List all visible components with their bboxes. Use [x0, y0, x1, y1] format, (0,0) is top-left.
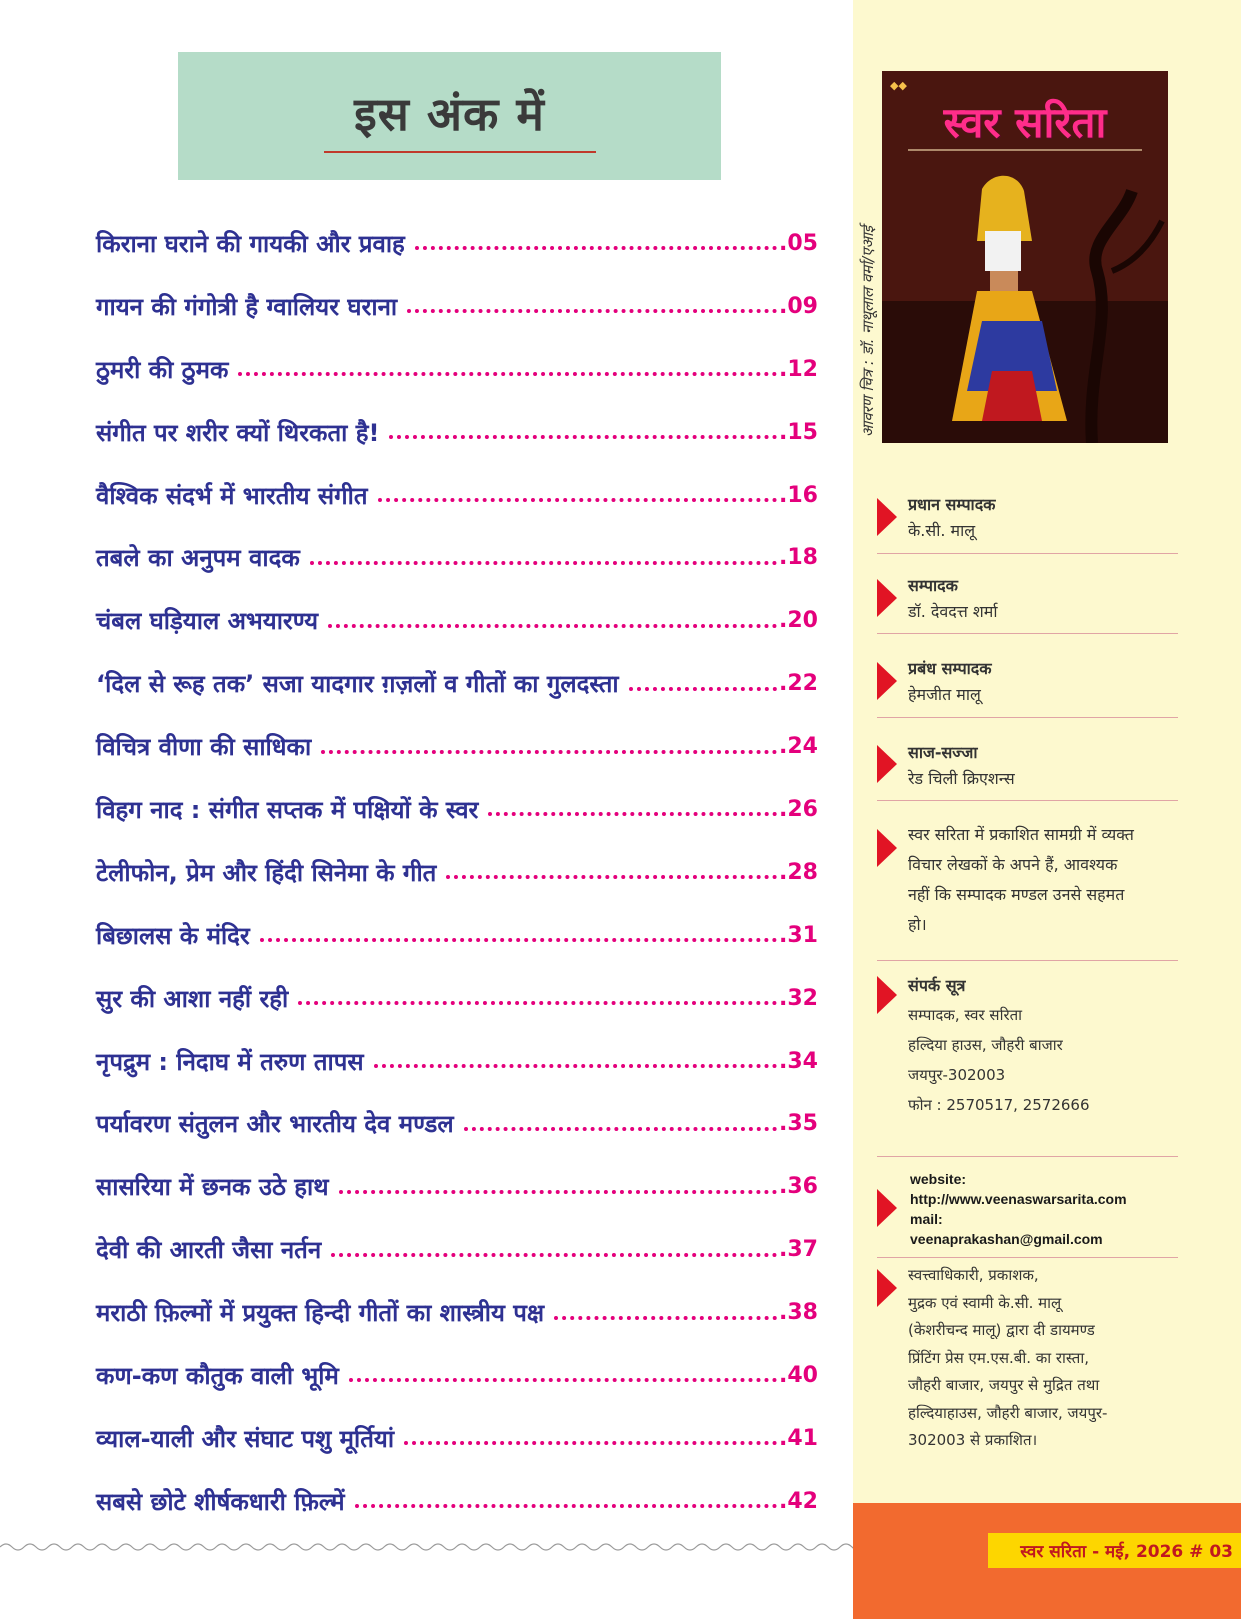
toc-entry-page: .35 — [779, 1111, 818, 1137]
toc-entry-page: .22 — [779, 671, 818, 697]
design-name: रेड चिली क्रिएशन्स — [908, 769, 1015, 788]
imprint-line: 302003 से प्रकाशित। — [908, 1431, 1038, 1449]
toc-entry-page: .24 — [779, 734, 818, 760]
toc-entry-page: .37 — [779, 1237, 818, 1263]
toc-entry-page: .28 — [779, 859, 818, 885]
contact-phone: फोन : 2570517, 2572666 — [908, 1096, 1090, 1114]
toc-dot-leader — [378, 498, 778, 502]
toc-entry[interactable] — [96, 1407, 818, 1470]
toc-entry-title: कण-कण कौतुक वाली भूमि — [96, 1361, 339, 1390]
triangle-marker-icon — [877, 662, 897, 700]
toc-entry[interactable] — [96, 1218, 818, 1281]
toc-entry[interactable] — [96, 1344, 818, 1407]
managing-editor-block — [877, 648, 1178, 718]
disclaimer-line: हो। — [908, 915, 927, 934]
toc-entry-page: .31 — [779, 922, 818, 948]
toc-entry-title: पर्यावरण संतुलन और भारतीय देव मण्डल — [96, 1110, 454, 1139]
managing-editor-heading: प्रबंध सम्पादक — [908, 659, 992, 678]
toc-entry-page: .32 — [779, 985, 818, 1011]
toc-entry-title: गायन की गंगोत्री है ग्वालियर घराना — [96, 292, 398, 321]
toc-dot-leader — [389, 435, 777, 439]
chief-editor-heading: प्रधान सम्पादक — [908, 495, 996, 514]
chief-editor-name: के.सी. मालू — [908, 521, 976, 540]
cover-image — [882, 71, 1168, 443]
website-label: website: — [910, 1171, 967, 1187]
triangle-marker-icon — [877, 829, 897, 867]
triangle-marker-icon — [877, 1189, 897, 1227]
chief-editor-block — [877, 481, 1178, 554]
toc-entry[interactable] — [96, 652, 818, 715]
cover-logo-icon: ◆◆ — [890, 79, 907, 92]
toc-entry[interactable] — [96, 589, 818, 652]
toc-entry[interactable] — [96, 778, 818, 841]
disclaimer-line: स्वर सरिता में प्रकाशित सामग्री में व्यक्त — [908, 825, 1134, 844]
toc-entry[interactable] — [96, 1281, 818, 1344]
toc-dot-leader — [554, 1316, 777, 1320]
toc-entry-title: तबले का अनुपम वादक — [96, 544, 300, 573]
toc-entry-page: .16 — [779, 482, 818, 508]
toc-dot-leader — [260, 938, 777, 942]
mail-link[interactable]: veenaprakashan@gmail.com — [910, 1231, 1103, 1247]
table-of-contents — [96, 212, 818, 1533]
triangle-marker-icon — [877, 498, 897, 536]
toc-entry[interactable] — [96, 338, 818, 401]
toc-dot-leader — [349, 1378, 777, 1382]
contact-line: हल्दिया हाउस, जौहरी बाजार — [908, 1036, 1063, 1054]
toc-dot-leader — [238, 372, 777, 376]
contact-line: जयपुर-302003 — [908, 1066, 1006, 1084]
disclaimer-block — [877, 815, 1178, 961]
toc-dot-leader — [339, 1190, 777, 1194]
toc-entry-title: सुर की आशा नहीं रही — [96, 984, 289, 1013]
toc-entry-page: .41 — [779, 1425, 818, 1451]
imprint-line: मुद्रक एवं स्वामी के.सी. मालू — [908, 1293, 1062, 1312]
toc-entry[interactable] — [96, 967, 818, 1030]
toc-dot-leader — [415, 246, 777, 250]
toc-entry-title: व्याल-याली और संघाट पशु मूर्तियां — [96, 1424, 395, 1453]
toc-entry-title: विचित्र वीणा की साधिका — [96, 733, 312, 762]
cover-credit-text: आवरण चित्र : डॉ. नाथूलाल वर्मा/एआई — [859, 225, 877, 437]
toc-entry-page: .18 — [779, 545, 818, 571]
contact-heading: संपर्क सूत्र — [908, 976, 966, 995]
toc-dot-leader — [464, 1127, 777, 1131]
contact-line: सम्पादक, स्वर सरिता — [908, 1006, 1023, 1024]
design-heading: साज-सज्जा — [908, 743, 978, 762]
toc-entry-title: किराना घराने की गायकी और प्रवाह — [96, 229, 405, 258]
toc-dot-leader — [407, 309, 777, 313]
web-block — [877, 1165, 1178, 1258]
toc-dot-leader — [446, 875, 777, 879]
imprint-line: प्रिंटिंग प्रेस एम.एस.बी. का रास्ता, — [908, 1348, 1089, 1367]
editor-name: डॉ. देवदत्त शर्मा — [908, 602, 998, 621]
toc-entry[interactable] — [96, 904, 818, 967]
toc-entry-page: .12 — [779, 356, 818, 382]
toc-entry[interactable] — [96, 1092, 818, 1155]
toc-entry[interactable] — [96, 212, 818, 275]
toc-entry-title: सासरिया में छनक उठे हाथ — [96, 1173, 329, 1202]
toc-dot-leader — [328, 624, 777, 628]
toc-entry-title: टेलीफोन, प्रेम और हिंदी सिनेमा के गीत — [96, 858, 437, 887]
imprint-line: (केशरीचन्द मालू) द्वारा दी डायमण्ड — [908, 1321, 1095, 1339]
toc-entry-page: .42 — [779, 1488, 818, 1514]
toc-entry[interactable] — [96, 464, 818, 527]
toc-entry[interactable] — [96, 1470, 818, 1533]
imprint-line: स्वत्त्वाधिकारी, प्रकाशक, — [908, 1266, 1039, 1284]
toc-entry-title: वैश्विक संदर्भ में भारतीय संगीत — [96, 481, 368, 510]
toc-entry[interactable] — [96, 401, 818, 464]
footer-issue-label: स्वर सरिता - मई, 2026 # 03 — [1020, 1542, 1233, 1562]
toc-dot-leader — [404, 1441, 777, 1445]
toc-entry-title: नृपद्रुम : निदाघ में तरुण तापस — [96, 1047, 364, 1076]
toc-entry-page: .15 — [779, 419, 818, 445]
editor-heading: सम्पादक — [908, 576, 958, 595]
imprint-block — [877, 1262, 1178, 1452]
website-link[interactable]: http://www.veenaswarsarita.com — [910, 1191, 1127, 1207]
toc-entry-page: .26 — [779, 796, 818, 822]
toc-entry-title: ठुमरी की ठुमक — [96, 355, 229, 384]
toc-entry[interactable] — [96, 526, 818, 589]
toc-dot-leader — [298, 1001, 777, 1005]
toc-entry-page: .05 — [779, 230, 818, 256]
footer-tag — [988, 1533, 1241, 1568]
toc-entry-page: .36 — [779, 1174, 818, 1200]
triangle-marker-icon — [877, 1269, 897, 1307]
toc-entry-page: .34 — [779, 1048, 818, 1074]
toc-entry-page: .38 — [779, 1300, 818, 1326]
toc-entry[interactable] — [96, 1155, 818, 1218]
toc-dot-leader — [488, 812, 777, 816]
toc-entry[interactable] — [96, 1030, 818, 1093]
contact-block — [877, 972, 1178, 1157]
toc-entry-title: विहग नाद : संगीत सप्तक में पक्षियों के स्वर — [96, 795, 479, 824]
disclaimer-line: विचार लेखकों के अपने हैं, आवश्यक — [908, 855, 1118, 874]
toc-entry[interactable] — [96, 841, 818, 904]
disclaimer-line: नहीं कि सम्पादक मण्डल उनसे सहमत — [908, 885, 1125, 904]
triangle-marker-icon — [877, 579, 897, 617]
triangle-marker-icon — [877, 745, 897, 783]
toc-entry[interactable] — [96, 275, 818, 338]
toc-entry-page: .09 — [779, 293, 818, 319]
toc-dot-leader — [310, 561, 777, 565]
toc-dot-leader — [321, 750, 777, 754]
mail-label: mail: — [910, 1211, 943, 1227]
toc-entry-title: ‘दिल से रूह तक’ सजा यादगार ग़ज़लों व गीतों का गुलदस्ता — [96, 670, 619, 699]
cover-subtitle-rule — [908, 149, 1142, 151]
toc-entry-title: बिछालस के मंदिर — [96, 921, 250, 950]
toc-entry[interactable] — [96, 715, 818, 778]
wavy-divider — [0, 1540, 853, 1554]
imprint-line: हल्दियाहाउस, जौहरी बाजार, जयपुर- — [908, 1403, 1108, 1422]
toc-entry-page: .40 — [779, 1362, 818, 1388]
cover-title: स्वर सरिता — [943, 98, 1107, 147]
managing-editor-name: हेमजीत मालू — [908, 685, 981, 704]
triangle-marker-icon — [877, 976, 897, 1014]
design-block — [877, 731, 1178, 801]
toc-entry-title: मराठी फ़िल्मों में प्रयुक्त हिन्दी गीतों का शास्त्रीय पक्ष — [96, 1299, 545, 1328]
toc-entry-page: .20 — [779, 608, 818, 634]
toc-dot-leader — [355, 1504, 777, 1508]
toc-entry-title: संगीत पर शरीर क्यों थिरकता है! — [96, 418, 380, 447]
imprint-line: जौहरी बाजार, जयपुर से मुद्रित तथा — [908, 1376, 1100, 1394]
page-title: इस अंक में — [354, 87, 545, 141]
toc-entry-title: देवी की आरती जैसा नर्तन — [96, 1236, 322, 1265]
title-underline — [324, 151, 596, 153]
editor-block — [877, 567, 1178, 634]
toc-dot-leader — [331, 1253, 777, 1257]
toc-entry-title: चंबल घड़ियाल अभयारण्य — [96, 607, 319, 636]
title-box — [178, 52, 721, 180]
toc-dot-leader — [629, 687, 777, 691]
toc-entry-title: सबसे छोटे शीर्षकधारी फ़िल्में — [96, 1487, 345, 1516]
toc-dot-leader — [374, 1064, 777, 1068]
